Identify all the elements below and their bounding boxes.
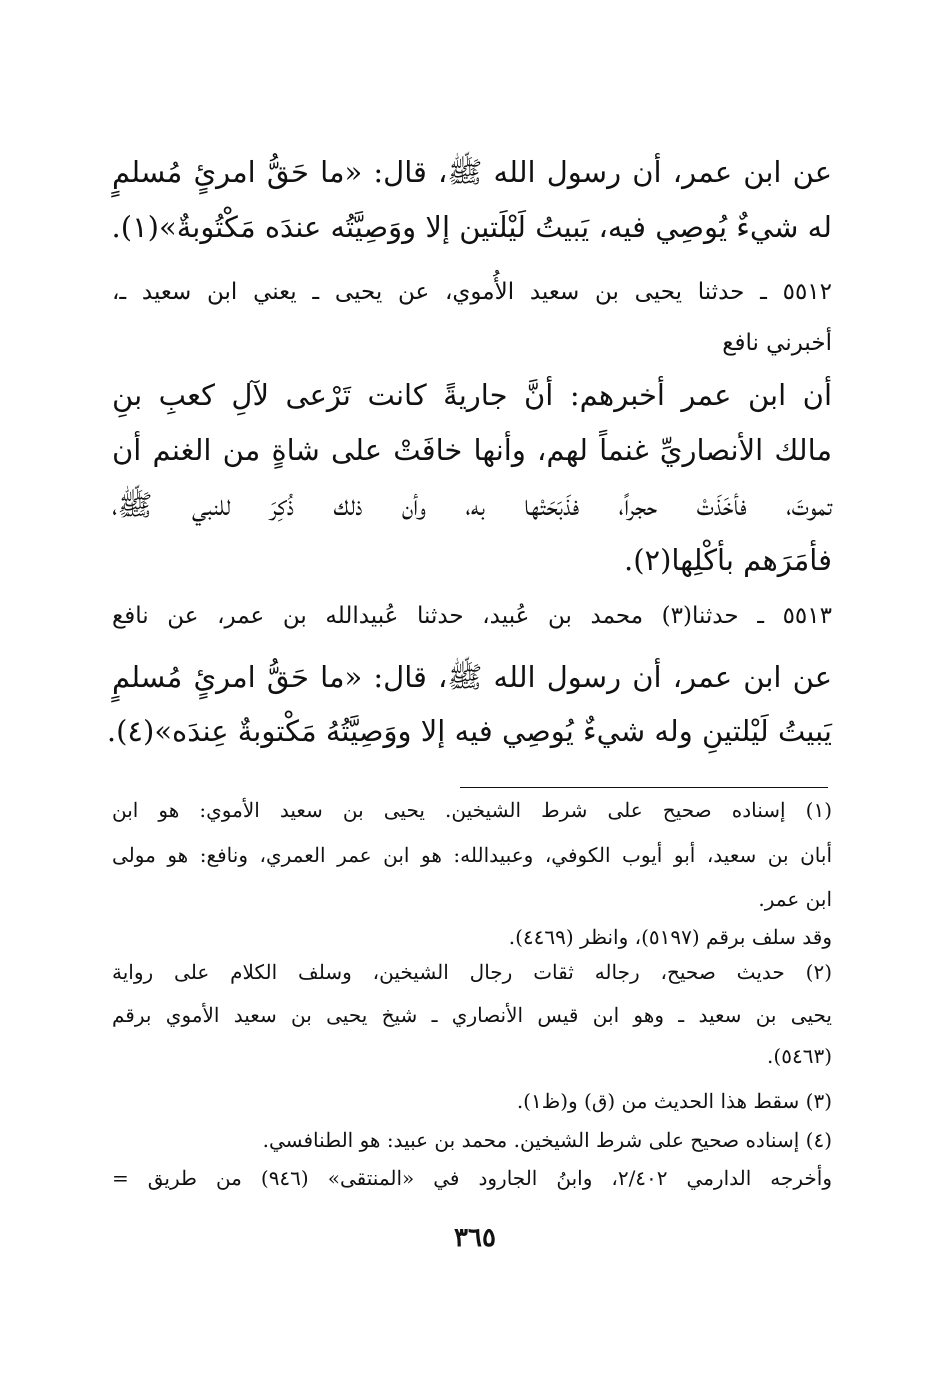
text-line: له شيءٌ يُوصِي فيه، يَبيتُ لَيْلَتين إلا ووَصِيَّتُه عندَه مَكْتُوبةٌ»(١). <box>111 210 832 244</box>
text-line: عن ابن عمر، أن رسول الله ﷺ، قال: «ما حَقُّ امرئٍ مُسلمٍ <box>112 660 832 694</box>
text-line: تموتَ، فأخَذَتْ حجراً، فذَبَحَتْها به، وأن ذلك ذُكِرَ للنبي ﷺ، <box>112 488 832 522</box>
footnote-line: وقد سلف برقم (٥١٩٧)، وانظر (٤٤٦٩). <box>508 925 832 949</box>
footnote-line: ابن عمر. <box>758 887 832 911</box>
text-line: أن ابن عمر أخبرهم: أنَّ جاريةً كانت تَرْعى لآلِ كعبِ بنِ <box>112 378 832 412</box>
hadith-chain-line: أخبرني نافع <box>722 330 832 356</box>
page-number: ٣٦٥ <box>454 1223 496 1253</box>
footnote-line: (٤) إسناده صحيح على شرط الشيخين. محمد بن عبيد: هو الطنافسي. <box>262 1128 832 1152</box>
footnote-line: (٥٤٦٣). <box>767 1044 832 1068</box>
footnote-line: (٢) حديث صحيح، رجاله ثقات رجال الشيخين، وسلف الكلام على رواية <box>112 960 832 984</box>
hadith-chain-line: ٥٥١٣ ـ حدثنا(٣) محمد بن عُبيد، حدثنا عُبيدالله بن عمر، عن نافع <box>112 603 832 629</box>
hadith-chain-line: ٥٥١٢ ـ حدثنا يحيى بن سعيد الأُموي، عن يحيى ـ يعني ابن سعيد ـ، <box>112 279 833 305</box>
text-line: فأمَرَهم بأكْلِها(٢). <box>623 543 832 577</box>
footnote-line: يحيى بن سعيد ـ وهو ابن قيس الأنصاري ـ شيخ يحيى بن سعيد الأموي برقم <box>112 1003 832 1027</box>
footnote-line: أبان بن سعيد، أبو أيوب الكوفي، وعبيدالله: هو ابن عمر العمري، ونافع: هو مولى <box>112 843 832 867</box>
text-line: عن ابن عمر، أن رسول الله ﷺ، قال: «ما حَقُّ امرئٍ مُسلمٍ <box>112 155 832 189</box>
text-line: مالك الأنصاريِّ غنماً لهم، وأنها خافَتْ على شاةٍ من الغنم أن <box>112 433 832 467</box>
text-line: يَبيتُ لَيْلتينِ وله شيءٌ يُوصِي فيه إلا ووَصِيَّتُهُ مَكْتوبةٌ عِندَه»(٤). <box>106 714 832 748</box>
footnote-line: (٣) سقط هذا الحديث من (ق) و(ظ١). <box>516 1089 832 1113</box>
footnote-line: (١) إسناده صحيح على شرط الشيخين. يحيى بن سعيد الأموي: هو ابن <box>112 798 832 822</box>
footnote-line: وأخرجه الدارمي ٢/٤٠٢، وابنُ الجارود في «المنتقى» (٩٤٦) من طريق = <box>112 1166 832 1190</box>
footnote-separator <box>460 787 828 788</box>
